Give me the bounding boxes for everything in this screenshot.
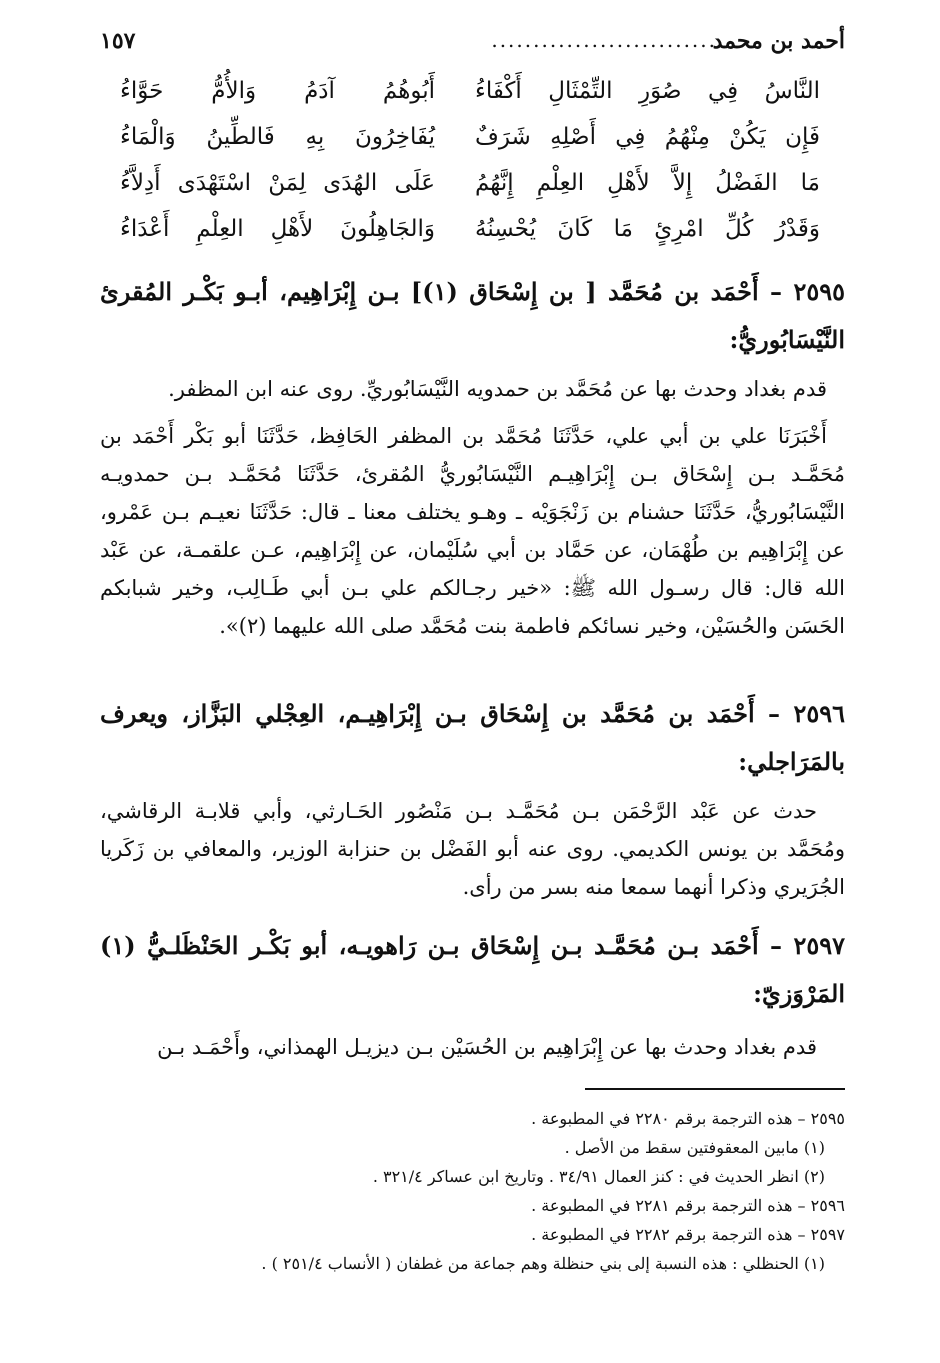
verse-first-hemistich: مَا الفَضْلُ إِلاَّ لأَهْلِ العِلْمِ إِنَّهُمُ xyxy=(475,170,820,196)
entry-title-2596: ٢٥٩٦ – أَحْمَد بن مُحَمَّد بن إِسْحَاق بـن إِبْرَاهِيـم، العِجْلي البَزَّاز، ويعرف بالمَرَاجلي: xyxy=(100,699,845,776)
verse-first-hemistich: النَّاسُ فِي صُوَرِ التِّمْثَالِ أَكْفَاءُ xyxy=(475,78,820,104)
page-header xyxy=(100,28,845,64)
verse-second-hemistich: يُفَاخِرُونَ بِهِ فَالطِّينُ وَالْمَاءُ xyxy=(120,124,435,150)
entry-2595-paragraph-1: قدم بغداد وحدث بها عن مُحَمَّد بن حمدويه النَّيْسَابُوريِّ. روى عنه ابن المظفر. xyxy=(168,377,827,401)
entry-2596-paragraph-1: حدث عن عَبْد الرَّحْمَن بـن مُحَمَّـد بـن مَنْصُور الحَـارثي، وأبي قلابـة الرقاشي، ومُحَمَّد بن يونس الكديمي. روى عنه أبو الفَضْل بن حنزابة الوزير، والمعافي بن زَكَريا الجُرَيري وذكرا أنهما سمعا منه بسر من رأى. xyxy=(100,799,845,899)
entry-2595-paragraph-2: أَخْبَرَنَا علي بن أبي علي، حَدَّثَنَا مُحَمَّد بن المظفر الحَافِظ، حَدَّثَنَا أبو بَكْر أَحْمَد بن مُحَمَّـد بـن إِسْحَاق بـن إِبْرَاهِيـم النَّيْسَابُوريُّ المُقرئ، حَدَّثَنَا مُحَمَّـد بـن حمدويـه النَّيْسَابُوريُّ، حَدَّثَنَا حشنام بن زَنْجَوَيْه ـ وهـو يختلف معنا ـ قال: حَدَّثَنَا نعيـم بـن عَمْرو، عن إِبْرَاهِيم بن طُهْمَان، عن حَمَّاد بن أبي سُلَيْمان، عن إِبْرَاهِيم، عـن علقمـة، عن عَبْد الله قال: قال رسـول الله ﷺ: «خير رجـالكم علي بـن أبي طَـالِب، وخير شبابكم الحَسَن والحُسَيْن، وخير نسائكم فاطمة بنت مُحَمَّد صلى الله عليهما (٢)». xyxy=(100,424,845,638)
header-dot-leader: ........................... xyxy=(491,28,717,52)
footnote: (١) مابين المعقوفتين سقط من الأصل . xyxy=(564,1138,825,1157)
poem-verse xyxy=(120,170,820,216)
poem-verse xyxy=(120,124,820,170)
verse-second-hemistich: أَبُوهُمُ آدَمُ وَالأُمُّ حَوَّاءُ xyxy=(120,78,435,104)
footnote-separator xyxy=(585,1088,845,1090)
footnote: (١) الحنظلي : هذه النسبة إلى بني حنظلة وهم جماعة من غطفان ( الأنساب ٢٥١/٤ ) . xyxy=(261,1254,825,1273)
verse-first-hemistich: وَقَدْرُ كُلِّ امْرِئٍ مَا كَانَ يُحْسِنُهُ xyxy=(475,216,820,242)
entry-2597-paragraph-1: قدم بغداد وحدث بها عن إِبْرَاهِيم بن الحُسَيْن بـن ديزيـل الهمذاني، وأَحْمَـد بـن xyxy=(157,1035,817,1059)
footnotes xyxy=(100,1104,845,1278)
poem-verse xyxy=(120,78,820,124)
page-number: ١٥٧ xyxy=(100,28,136,54)
footnote: ٢٥٩٧ – هذه الترجمة برقم ٢٢٨٢ في المطبوعة . xyxy=(531,1225,845,1244)
entry-title-2597: ٢٥٩٧ – أَحْمَد بـن مُحَمَّـد بـن إِسْحَاق بـن رَاهويـه، أبو بَكْـر الحَنْظَلـيُّ (١) المَرْوَزيّ: xyxy=(100,931,845,1008)
poem xyxy=(120,78,820,262)
footnote: ٢٥٩٥ – هذه الترجمة برقم ٢٢٨٠ في المطبوعة . xyxy=(531,1109,845,1128)
footnote: (٢) انظر الحديث في : كنز العمال ٣٤/٩١ . وتاريخ ابن عساكر ٣٢١/٤ . xyxy=(372,1167,825,1186)
verse-second-hemistich: عَلَى الهُدَى لِمَنْ اسْتَهْدَى أَدِلاَّءُ xyxy=(120,170,435,196)
entry-title-2595: ٢٥٩٥ – أَحْمَد بن مُحَمَّد [ بن إِسْحَاق (١)] بـن إِبْرَاهِيم، أبـو بَكْـر المُقرئ النَّيْسَابُوريُّ: xyxy=(100,277,845,354)
poem-verse xyxy=(120,216,820,262)
running-head: أحمد بن محمد xyxy=(712,28,845,54)
verse-first-hemistich: فَإِن يَكُنْ مِنْهُمُ فِي أَصْلِهِ شَرَفٌ xyxy=(475,124,820,150)
verse-second-hemistich: وَالجَاهِلُونَ لأَهْلِ العِلْمِ أَعْدَاءُ xyxy=(120,216,435,242)
footnote: ٢٥٩٦ – هذه الترجمة برقم ٢٢٨١ في المطبوعة . xyxy=(531,1196,845,1215)
